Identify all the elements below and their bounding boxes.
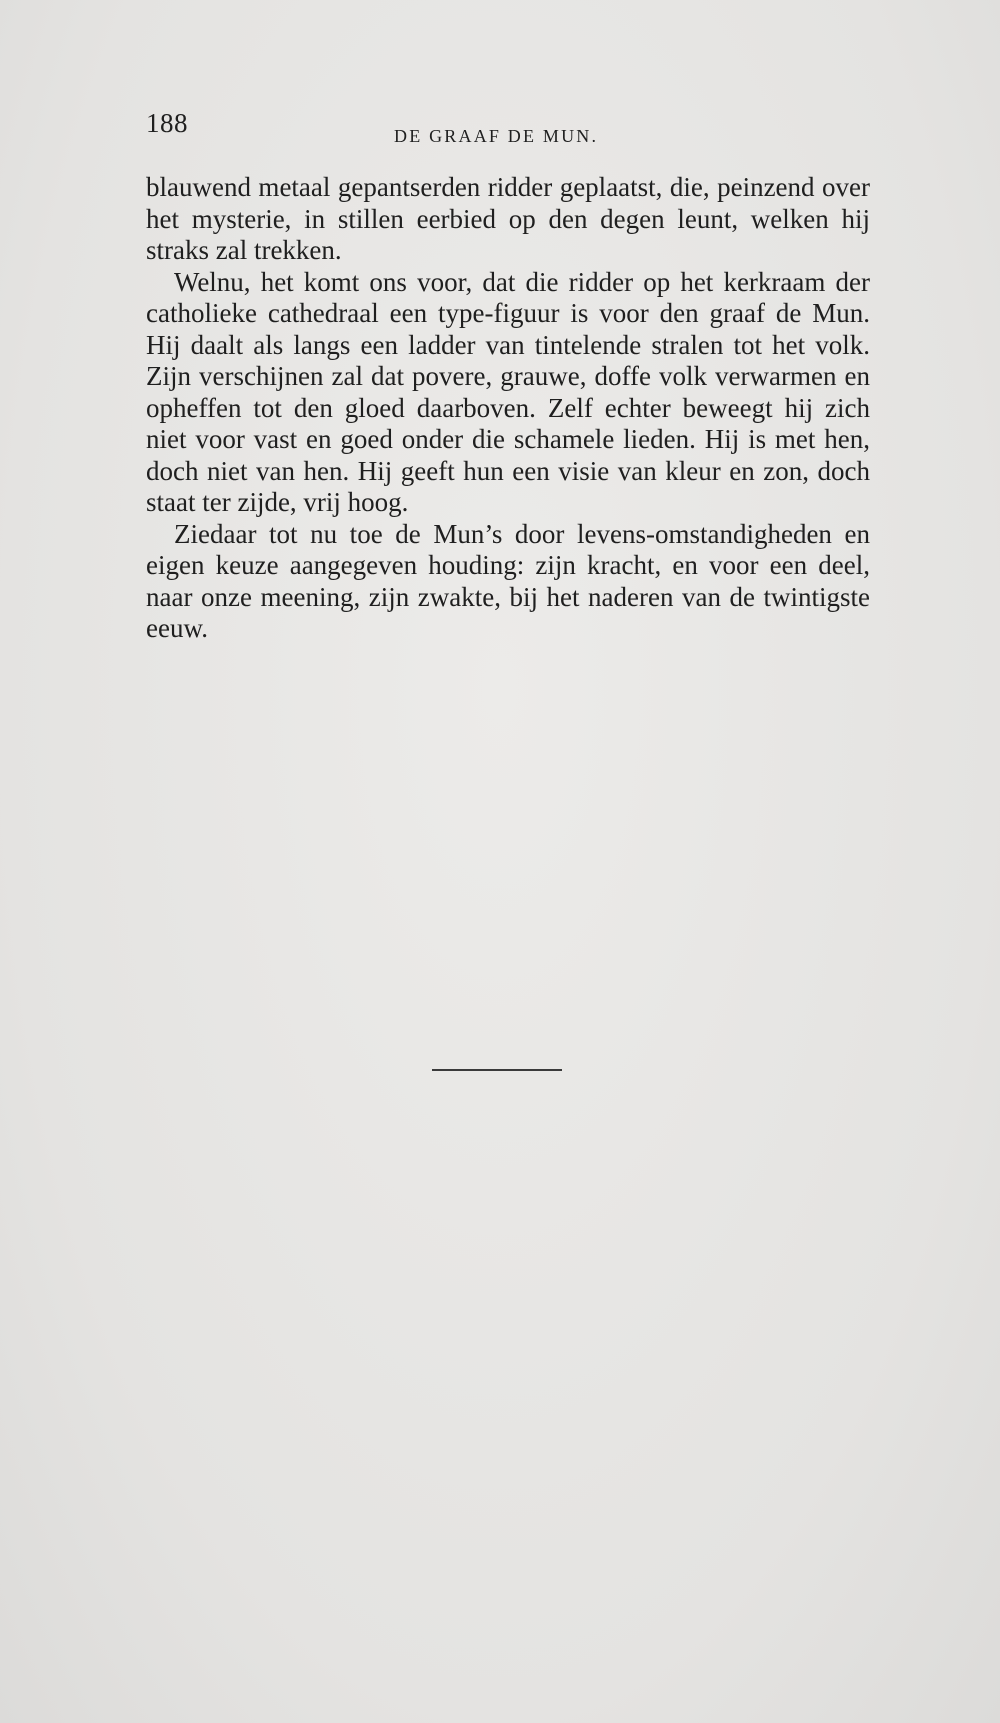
paragraph-3: Ziedaar tot nu toe de Mun’s door levens-omstandigheden en eigen keuze aangegeven houding: zijn kracht, en voor een deel, naar onze meening, zijn zwakte, bij het naderen van de twintigste eeuw. (146, 518, 870, 643)
paragraph-2: Welnu, het komt ons voor, dat die ridder op het kerkraam der catholieke cathedraal een type-figuur is voor den graaf de Mun. Hij daalt als langs een ladder van tintelende stralen tot het volk. Zijn verschijnen zal dat povere, grauwe, doffe volk verwarmen en opheffen tot den gloed daarboven. Zelf echter beweegt hij zich niet voor vast en goed onder die schamele lieden. Hij is met hen, doch niet van hen. Hij geeft hun een visie van kleur en zon, doch staat ter zijde, vrij hoog. (146, 266, 870, 517)
section-divider-rule (432, 1069, 562, 1071)
page-header (146, 108, 866, 148)
body-text (146, 172, 870, 645)
running-head: DE GRAAF DE MUN. (394, 126, 599, 146)
page-number: 188 (146, 108, 188, 138)
paragraph-1: blauwend metaal gepantserden ridder geplaatst, die, peinzend over het mysterie, in stillen eerbied op den degen leunt, welken hij straks zal trekken. (146, 172, 870, 265)
